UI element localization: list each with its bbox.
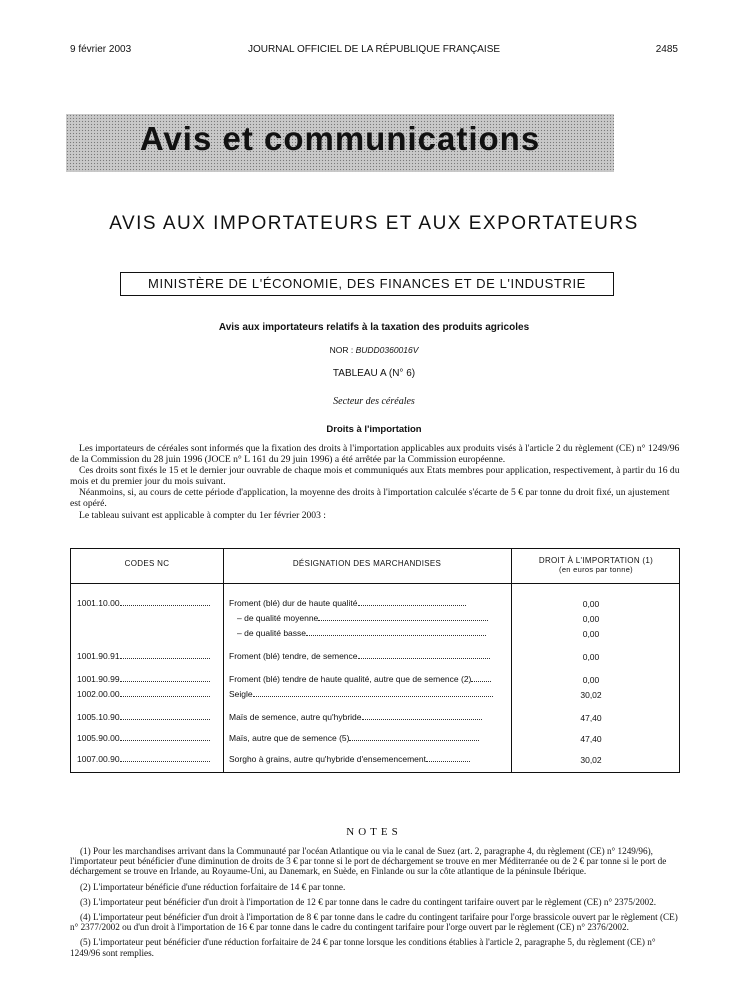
paragraph: Ces droits sont fixés le 15 et le dernier jour ouvrable de chaque mois et communiqués aux Etats membres pour application, respectivement, à partir du 16 du mois et du premier jour du mois suivant. [70, 465, 680, 487]
note-item: (1) Pour les marchandises arrivant dans la Communauté par l'océan Atlantique ou via le canal de Suez (art. 2, paragraphe 4, du règlement (CE) n° 1249/96), l'importateur peut bénéficier d'une diminution de droits de 3 € par tonne si le port de déchargement se trouve en mer Méditerranée ou de 2 € par tonne si le port de déchargement se trouve en Irlande, au Royaume-Uni, au Danemark, en Suède, en Finlande ou sur la côte atlantique de la péninsule Ibérique. [70, 846, 667, 877]
subheading: Droits à l'importation [326, 424, 422, 435]
col-header-codes: CODES NC [124, 559, 170, 568]
section-title: AVIS AUX IMPORTATEURS ET AUX EXPORTATEURS [109, 213, 639, 234]
table-row-droit: 0,00 [582, 629, 600, 639]
paragraph: Le tableau suivant est applicable à compter du 1er février 2003 : [79, 509, 326, 521]
note-item: (4) L'importateur peut bénéficier d'un droit à l'importation de 8 € par tonne dans le cadre du contingent tarifaire pour l'orge brassicole ouvert par le règlement (CE) n° 2377/2002 ou d'un droit à l'importation de 16 € par tonne dans le cadre du contingent tarifaire pour l'orge ouvert par le règlement (CE) n° 2376/2002. [70, 912, 678, 933]
notes-list [70, 846, 680, 963]
table-row-designation: – de qualité basse [237, 627, 486, 638]
ministry-box: MINISTÈRE DE L'ÉCONOMIE, DES FINANCES ET DE L'INDUSTRIE [120, 272, 614, 296]
table-row-designation: Froment (blé) tendre de haute qualité, autre que de semence (2) [229, 673, 491, 684]
sector-label: Secteur des céréales [333, 396, 415, 407]
intro-paragraphs [70, 444, 680, 522]
nor-code: BUDD0360016V [355, 345, 419, 355]
notes-title: NOTES [346, 826, 402, 838]
table-row-designation: Maïs, autre que de semence (5) [229, 732, 479, 743]
header-date: 9 février 2003 [70, 44, 132, 55]
col-header-droit-label: DROIT À L'IMPORTATION (1) [538, 556, 654, 565]
table-row-designation: Froment (blé) tendre, de semence [229, 650, 490, 661]
table-row-code: 1002.00.00 [77, 688, 217, 699]
nor-label: NOR : [329, 345, 354, 355]
table-row-code: 1001.90.99 [77, 673, 217, 684]
note-item: (2) L'importateur bénéficie d'une réduction forfaitaire de 14 € par tonne. [80, 881, 346, 892]
page-number: 2485 [655, 44, 678, 55]
tableau-label: TABLEAU A (N° 6) [332, 368, 416, 379]
table-row-designation: Seigle [229, 688, 493, 699]
table-row-droit: 30,02 [580, 690, 602, 700]
table-row-designation: Sorgho à grains, autre qu'hybride d'ensemencement [229, 753, 470, 764]
col-header-droit [511, 556, 681, 574]
table-row-droit: 47,40 [580, 713, 602, 723]
paragraph: Les importateurs de céréales sont informés que la fixation des droits à l'importation applicables aux produits visés à l'article 2 du règlement (CE) n° 1249/96 de la Commission du 28 juin 1996 (JOCE n° L 161 du 29 juin 1996) a été arrêtée par la Commission européenne. [70, 443, 680, 465]
table-row-code: 1005.10.90 [77, 711, 217, 722]
table-row-designation: – de qualité moyenne [237, 612, 488, 623]
table-row-code: 1001.90.91 [77, 650, 217, 661]
table-row-code: 1005.90.00 [77, 732, 217, 743]
notice-title: Avis aux importateurs relatifs à la taxation des produits agricoles [218, 322, 530, 333]
table-row-droit: 0,00 [582, 614, 600, 624]
banner-title: Avis et communications [139, 120, 541, 157]
col-header-designation: DÉSIGNATION DES MARCHANDISES [292, 559, 442, 568]
nor-line [0, 345, 748, 355]
table-row-code: 1007.00.90 [77, 753, 217, 764]
table-row-code: 1001.10.00 [77, 597, 217, 608]
col-header-droit-unit: (en euros par tonne) [559, 565, 633, 574]
table-row-designation: Froment (blé) dur de haute qualité [229, 597, 466, 608]
note-item: (5) L'importateur peut bénéficier d'une réduction forfaitaire de 24 € par tonne lorsque les conditions établies à l'article 2, paragraphe 5, du règlement (CE) n° 1249/96 sont remplies. [70, 937, 656, 958]
table-row-droit: 0,00 [582, 675, 600, 685]
table-row-droit: 0,00 [582, 652, 600, 662]
table-row-designation: Maïs de semence, autre qu'hybride [229, 711, 482, 722]
note-item: (3) L'importateur peut bénéficier d'un droit à l'importation de 12 € par tonne dans le cadre du contingent tarifaire ouvert par le règlement (CE) n° 2375/2002. [80, 896, 657, 907]
table-row-droit: 30,02 [580, 755, 602, 765]
section-banner [66, 114, 614, 172]
table-row-droit: 0,00 [582, 599, 600, 609]
tariff-table [70, 548, 680, 773]
table-row-droit: 47,40 [580, 734, 602, 744]
paragraph: Néanmoins, si, au cours de cette période d'application, la moyenne des droits à l'importation calculée s'écarte de 5 € par tonne du droit fixé, un ajustement est opéré. [70, 487, 670, 509]
journal-title: JOURNAL OFFICIEL DE LA RÉPUBLIQUE FRANÇAISE [247, 44, 501, 55]
